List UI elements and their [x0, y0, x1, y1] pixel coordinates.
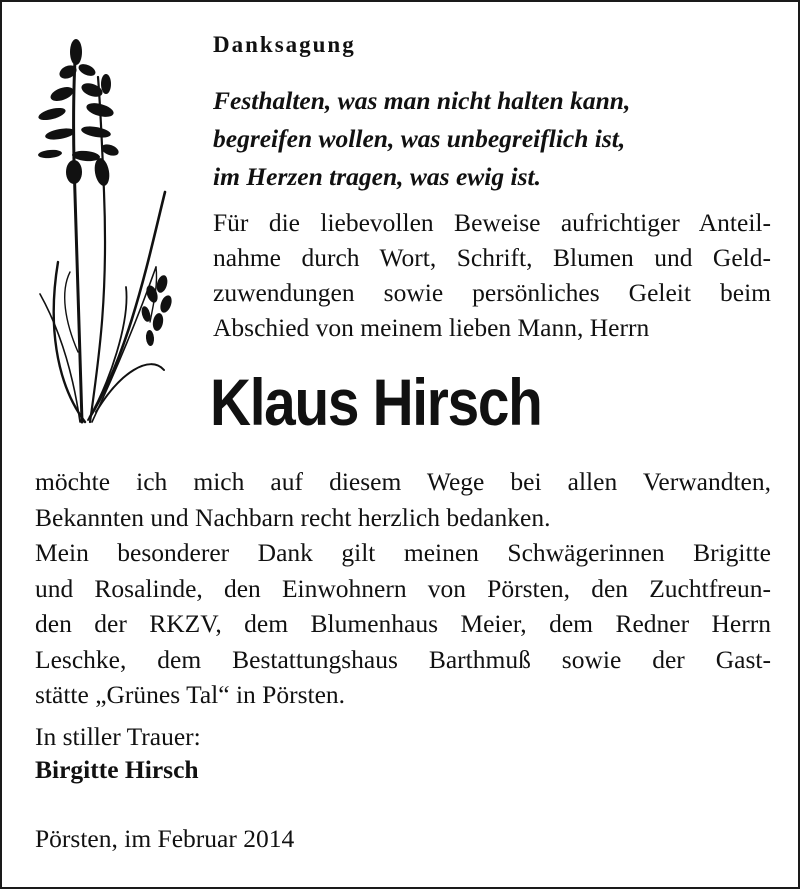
intro-line: zuwendungen sowie persönliches Geleit beim: [213, 278, 771, 307]
intro-line: nahme durch Wort, Schrift, Blumen und Geld-: [213, 243, 771, 272]
body-line: stätte „Grünes Tal“ in Pörsten.: [35, 680, 346, 709]
deceased-name: Klaus Hirsch: [210, 365, 542, 439]
body-line: Bekannten und Nachbarn recht herzlich bedanken.: [35, 502, 551, 532]
body-line: und Rosalinde, den Einwohnern von Pörsten, den Zuchtfreun-: [35, 573, 771, 603]
body-line: Leschke, dem Bestattungshaus Barthmuß sowie der Gast-: [35, 644, 771, 674]
thanks-paragraph: [35, 464, 771, 713]
motto-line: im Herzen tragen, was ewig ist.: [213, 162, 541, 191]
intro-line: Abschied von meinem lieben Mann, Herrn: [213, 313, 650, 342]
mourner-name: Birgitte Hirsch: [35, 755, 199, 784]
body-line: Mein besonderer Dank gilt meinen Schwägerinnen Brigitte: [35, 538, 771, 567]
body-line: den der RKZV, dem Blumenhaus Meier, dem Redner Herrn: [35, 609, 771, 638]
motto-verse: [213, 82, 773, 196]
grass-plant-icon: [30, 22, 180, 442]
intro-line: Für die liebevollen Beweise aufrichtiger Anteil-: [213, 208, 771, 237]
body-line: möchte ich mich auf diesem Wege bei allen Verwandten,: [35, 467, 771, 496]
motto-line: begreifen wollen, was unbegreiflich ist,: [213, 124, 626, 153]
intro-paragraph: [213, 205, 771, 345]
notice-heading: Danksagung: [213, 32, 356, 57]
place-date: Pörsten, im Februar 2014: [35, 824, 295, 853]
mourning-label: In stiller Trauer:: [35, 722, 201, 751]
motto-line: Festhalten, was man nicht halten kann,: [213, 86, 631, 115]
